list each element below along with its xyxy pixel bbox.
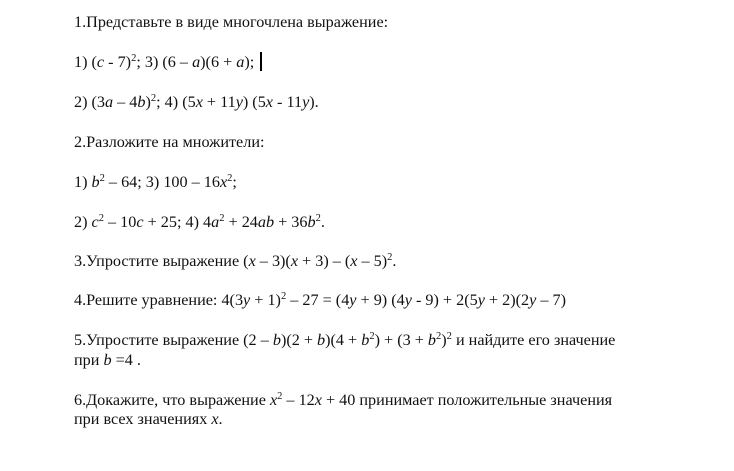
task-3: 3.Упростите выражение (x – 3)(x + 3) – (x – 5)$^2$. — [74, 252, 397, 270]
task-2-line-2: 2) $c^2 - 10c + 25$; 4) $4a^2 + 24ab + 36b^2$. — [74, 213, 325, 231]
task-1-title: 1.Представьте в виде многочлена выражение: — [74, 13, 389, 31]
task-4: 4.Решите уравнение: $4(3y + 1)^2 - 27 = (4y + 9)$ (4y - 9) + 2(5y + 2)(2y – 7) — [74, 291, 566, 309]
task-2-line-1: 1) $b^2 - 64$; 3) $100 - 16x^2$; — [74, 173, 237, 191]
task-5-line-1: 5.Упростите выражение $(2 - b)(2 + b)(4 + b^2) + (3 + b^2)^2$ и найдите его значение — [74, 331, 616, 349]
task-6-line-1: 6.Докажите, что выражение $x^2 - 12x + 40$ принимает положительные значения — [74, 391, 613, 409]
task-2-title: 2.Разложите на множители: — [74, 133, 265, 151]
task-1-line-1: 1) (c - 7)$^2$; 3) (6 – a)(6 + a); — [74, 52, 262, 72]
task-1-line-2: 2) (3a – 4b)$^2$; 4) (5x + 11y) (5x - 11y). — [74, 93, 319, 111]
task-5-line-2: при b =4 . — [74, 351, 141, 369]
text-cursor — [260, 52, 262, 71]
task-6-line-2: при всех значениях x. — [74, 410, 223, 428]
